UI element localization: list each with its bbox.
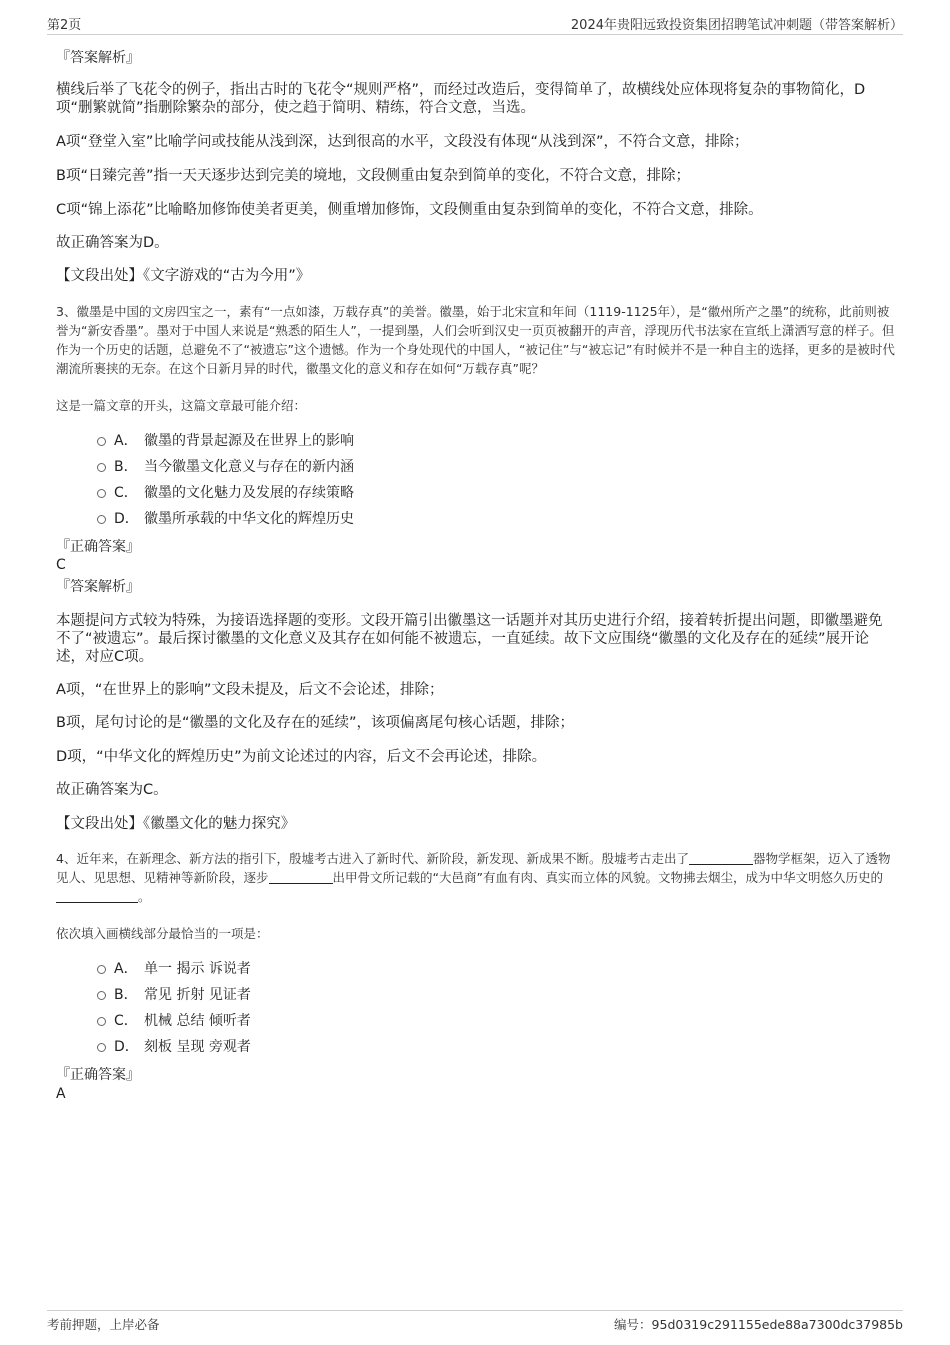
fill-blank-1 (689, 850, 753, 865)
q4-option-a[interactable] (97, 960, 251, 978)
option-letter: D． (114, 511, 139, 527)
q3-option-b[interactable] (97, 458, 354, 476)
q2-analysis-p1: 横线后举了飞花令的例子，指出古时的飞花令“规则严格”，而经过改造后，变得简单了，故横线处应体现将复杂的事物简化，D项“删繁就简”指删除繁杂的部分，使之趋于简明、精练，符合文意，当选。 (56, 82, 866, 116)
page-number: 第2页 (47, 18, 82, 33)
q2-analysis-conclusion: 故正确答案为D。 (56, 235, 169, 251)
option-letter: B． (114, 987, 138, 1003)
option-letter: D． (114, 1039, 139, 1055)
q3-option-a[interactable] (97, 432, 354, 450)
fill-blank-3 (56, 888, 138, 903)
option-letter: A． (114, 961, 138, 977)
fill-blank-2 (269, 869, 333, 884)
q2-source: 【文段出处】《文字游戏的“古为今用”》 (56, 268, 311, 284)
radio-icon[interactable] (97, 1043, 106, 1052)
radio-icon[interactable] (97, 1017, 106, 1026)
q4-stem (56, 849, 896, 906)
q4-stem-part-1: 4、近年来，在新理念、新方法的指引下，殷墟考古进入了新时代、新阶段，新发现、新成果不断。殷墟考古走出了 (56, 851, 689, 866)
radio-icon[interactable] (97, 991, 106, 1000)
q4-prompt: 依次填入画横线部分最恰当的一项是： (56, 926, 269, 941)
option-letter: A． (114, 433, 138, 449)
option-text: 徽墨的文化魅力及发展的存续策略 (144, 485, 354, 501)
q3-source: 【文段出处】《徽墨文化的魅力探究》 (56, 816, 296, 832)
option-text: 徽墨所承载的中华文化的辉煌历史 (144, 511, 354, 527)
q4-answer: A (56, 1086, 66, 1102)
q2-analysis-p2: A项“登堂入室”比喻学问或技能从浅到深，达到很高的水平，文段没有体现“从浅到深”，不符合文意，排除； (56, 134, 749, 150)
q3-analysis-conclusion: 故正确答案为C。 (56, 782, 168, 798)
radio-icon[interactable] (97, 463, 106, 472)
option-text: 常见 折射 见证者 (144, 987, 251, 1003)
option-letter: C． (114, 1013, 138, 1029)
q3-answer-label: 『正确答案』 (56, 539, 140, 555)
option-text: 单一 揭示 诉说者 (144, 961, 251, 977)
option-text: 刻板 呈现 旁观者 (144, 1039, 251, 1055)
option-letter: C． (114, 485, 138, 501)
option-letter: B． (114, 459, 138, 475)
document-title: 2024年贵阳远致投资集团招聘笔试冲刺题（带答案解析） (570, 18, 903, 33)
radio-icon[interactable] (97, 437, 106, 446)
document-code: 编号：95d0319c291155ede88a7300dc37985b (614, 1317, 903, 1332)
q4-stem-part-2: 器物学框架，迈入了透物见人、见思想、见精神等新阶段，逐步 (56, 851, 891, 885)
q3-analysis-p3: B项，尾句讨论的是“徽墨的文化及存在的延续”，该项偏离尾句核心话题，排除； (56, 715, 574, 731)
page-header (47, 12, 903, 35)
q3-prompt: 这是一篇文章的开头，这篇文章最可能介绍： (56, 398, 307, 413)
q3-option-d[interactable] (97, 510, 354, 528)
radio-icon[interactable] (97, 965, 106, 974)
option-text: 徽墨的背景起源及在世界上的影响 (144, 433, 354, 449)
q3-analysis-p2: A项，“在世界上的影响”文段未提及，后文不会论述，排除； (56, 682, 444, 698)
footer-slogan: 考前押题，上岸必备 (47, 1317, 160, 1332)
q3-analysis-p4: D项，“中华文化的辉煌历史”为前文论述过的内容，后文不会再论述，排除。 (56, 749, 547, 765)
q4-option-b[interactable] (97, 986, 251, 1004)
option-text: 当今徽墨文化意义与存在的新内涵 (144, 459, 354, 475)
q4-option-c[interactable] (97, 1012, 251, 1030)
option-text: 机械 总结 倾听者 (144, 1013, 251, 1029)
q3-stem: 3、徽墨是中国的文房四宝之一，素有“一点如漆，万载存真”的美誉。徽墨，始于北宋宣和年间（1119-1125年），是“徽州所产之墨”的统称，此前则被誉为“新安香墨”。墨对于中国人来说是“熟悉的陌生人”，一提到墨，人们会听到汉史一页页被翻开的声音，浮现历代书法家在宣纸上潇洒写意的样子。但作为一个历史的话题，总避免不了“被遗忘”这个遗憾。作为一个身处现代的中国人，“被记住”与“被忘记”有时候并不是一种自主的选择，更多的是被时代潮流所裹挟的无奈。在这个日新月异的时代，徽墨文化的意义和存在如何“万载存真”呢？ (56, 304, 895, 376)
q3-analysis-p1: 本题提问方式较为特殊，为接语选择题的变形。文段开篇引出徽墨这一话题并对其历史进行介绍，接着转折提出问题，即徽墨避免不了“被遗忘”。最后探讨徽墨的文化意义及其存在如何能不被遗忘，一直延续。故下文应围绕“徽墨的文化及存在的延续”展开论述，对应C项。 (56, 613, 883, 665)
page-footer (47, 1310, 903, 1335)
q4-stem-part-3: 出甲骨文所记载的“大邑商”有血有肉、真实而立体的风貌。文物拂去烟尘，成为中华文明悠久历史的 (332, 870, 883, 885)
q2-analysis-p3: B项“日臻完善”指一天天逐步达到完美的境地，文段侧重由复杂到简单的变化，不符合文意，排除； (56, 168, 690, 184)
q3-answer: C (56, 557, 66, 573)
radio-icon[interactable] (97, 515, 106, 524)
q4-answer-label: 『正确答案』 (56, 1067, 140, 1083)
q4-option-d[interactable] (97, 1038, 251, 1056)
q4-stem-part-4: 。 (138, 889, 151, 904)
radio-icon[interactable] (97, 489, 106, 498)
q2-analysis-label: 『答案解析』 (56, 50, 140, 66)
q2-analysis-p4: C项“锦上添花”比喻略加修饰使美者更美，侧重增加修饰，文段侧重由复杂到简单的变化，不符合文意，排除。 (56, 202, 763, 218)
q3-option-c[interactable] (97, 484, 354, 502)
q3-analysis-label: 『答案解析』 (56, 579, 140, 595)
